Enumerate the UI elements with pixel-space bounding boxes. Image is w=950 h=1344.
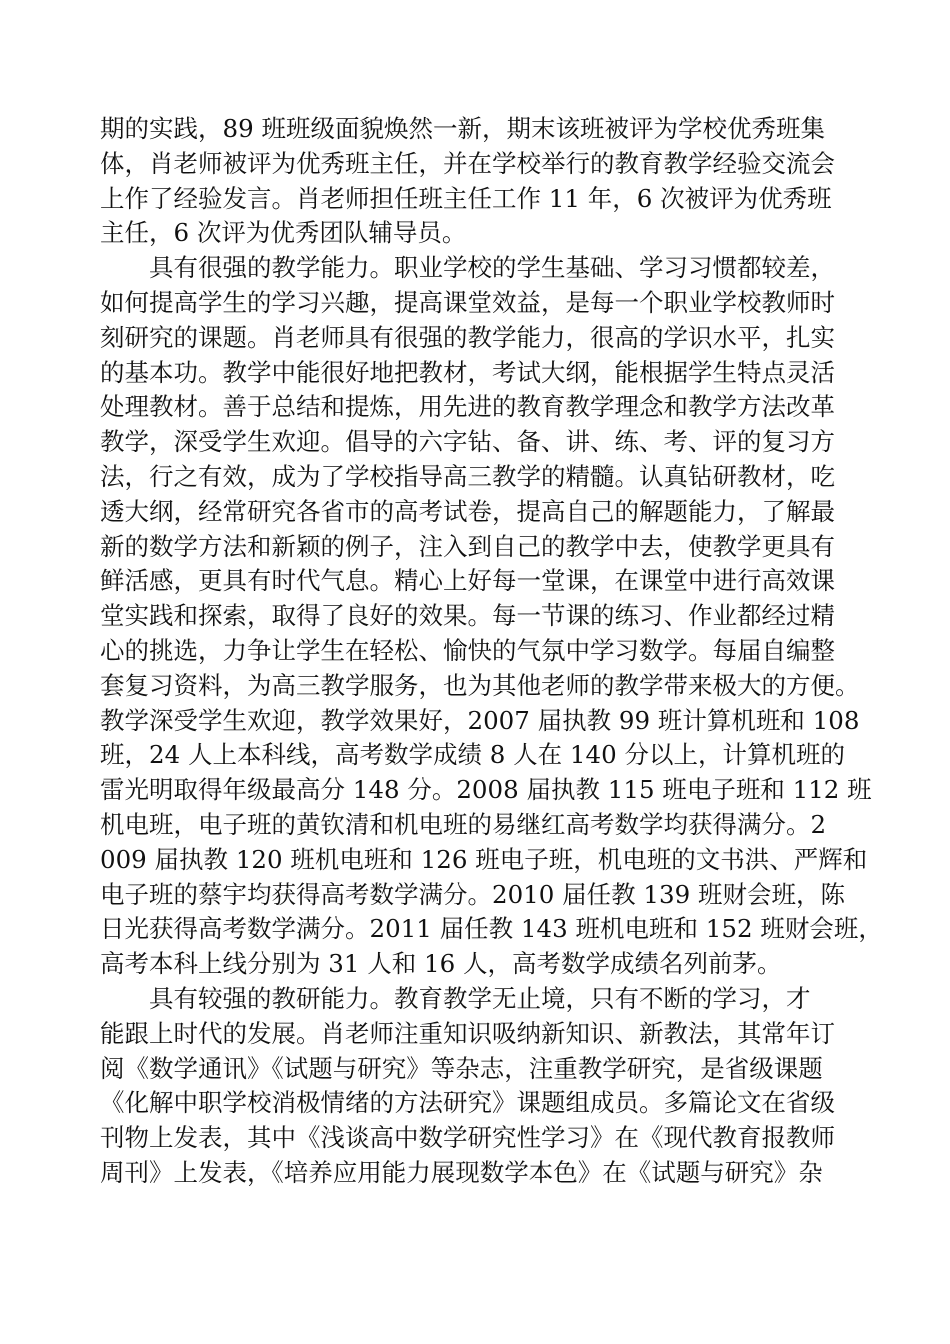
text-line: 阅《数学通讯》《试题与研究》等杂志，注重教学研究，是省级课题 bbox=[100, 1053, 823, 1083]
text-line: 期的实践，89 班班级面貌焕然一新，期末该班被评为学校优秀班集 bbox=[100, 114, 825, 143]
text-line: 能跟上时代的发展。肖老师注重知识吸纳新知识、新教法，其常年订 bbox=[100, 1018, 835, 1048]
text-line: 周刊》上发表，《培养应用能力展现数学本色》在《试题与研究》杂 bbox=[100, 1157, 823, 1187]
text-line: 教学深受学生欢迎，教学效果好，2007 届执教 99 班计算机班和 108 bbox=[100, 705, 860, 735]
text-line: 处理教材。善于总结和提炼，用先进的教育教学理念和教学方法改革 bbox=[100, 392, 835, 422]
paragraph-head-teacher bbox=[100, 112, 850, 251]
paragraph-teaching-ability bbox=[100, 251, 883, 982]
text-line: 上作了经验发言。肖老师担任班主任工作 11 年，6 次被评为优秀班 bbox=[100, 183, 832, 213]
text-line: 刊物上发表，其中《浅谈高中数学研究性学习》在《现代教育报教师 bbox=[100, 1123, 835, 1153]
text-line: 009 届执教 120 班机电班和 126 班电子班，机电班的文书洪、严辉和 bbox=[100, 844, 868, 874]
text-line: 法，行之有效，成为了学校指导高三教学的精髓。认真钻研教材，吃 bbox=[100, 461, 835, 491]
text-line: 具有较强的教研能力。教育教学无止境，只有不断的学习，才 bbox=[100, 983, 811, 1013]
text-line: 鲜活感，更具有时代气息。精心上好每一堂课，在课堂中进行高效课 bbox=[100, 566, 835, 596]
text-line: 的基本功。教学中能很好地把教材，考试大纲，能根据学生特点灵活 bbox=[100, 357, 835, 387]
text-line: 套复习资料，为高三教学服务，也为其他老师的教学带来极大的方便。 bbox=[100, 670, 860, 700]
text-line: 日光获得高考数学满分。2011 届任教 143 班机电班和 152 班财会班， bbox=[100, 914, 883, 944]
text-line: 教学，深受学生欢迎。倡导的六字钻、备、讲、练、考、评的复习方 bbox=[100, 427, 835, 457]
text-line: 堂实践和探索，取得了良好的效果。每一节课的练习、作业都经过精 bbox=[100, 601, 835, 631]
text-line: 刻研究的课题。肖老师具有很强的教学能力，很高的学识水平，扎实 bbox=[100, 322, 835, 352]
text-line: 透大纲，经常研究各省市的高考试卷，提高自己的解题能力，了解最 bbox=[100, 496, 835, 526]
text-line: 心的挑选，力争让学生在轻松、愉快的气氛中学习数学。每届自编整 bbox=[100, 635, 835, 665]
paragraph-research-ability bbox=[100, 982, 850, 1191]
text-line: 具有很强的教学能力。职业学校的学生基础、学习习惯都较差， bbox=[100, 253, 835, 283]
text-line: 体，肖老师被评为优秀班主任，并在学校举行的教育教学经验交流会 bbox=[100, 148, 835, 178]
text-line: 新的数学方法和新颖的例子，注入到自己的教学中去，使教学更具有 bbox=[100, 531, 835, 561]
text-line: 电子班的蔡宇均获得高考数学满分。2010 届任教 139 班财会班，陈 bbox=[100, 879, 845, 909]
text-line: 雷光明取得年级最高分 148 分。2008 届执教 115 班电子班和 112 班 bbox=[100, 775, 872, 805]
text-line: 机电班，电子班的黄钦清和机电班的易继红高考数学均获得满分。2 bbox=[100, 809, 827, 839]
text-line: 《化解中职学校消极情绪的方法研究》课题组成员。多篇论文在省级 bbox=[100, 1088, 835, 1118]
text-line: 高考本科上线分别为 31 人和 16 人，高考数学成绩名列前茅。 bbox=[100, 949, 782, 979]
text-line: 主任，6 次评为优秀团队辅导员。 bbox=[100, 218, 467, 248]
text-line: 如何提高学生的学习兴趣，提高课堂效益，是每一个职业学校教师时 bbox=[100, 287, 835, 317]
text-line: 班，24 人上本科线，高考数学成绩 8 人在 140 分以上，计算机班的 bbox=[100, 740, 845, 770]
document-page bbox=[100, 112, 883, 1191]
